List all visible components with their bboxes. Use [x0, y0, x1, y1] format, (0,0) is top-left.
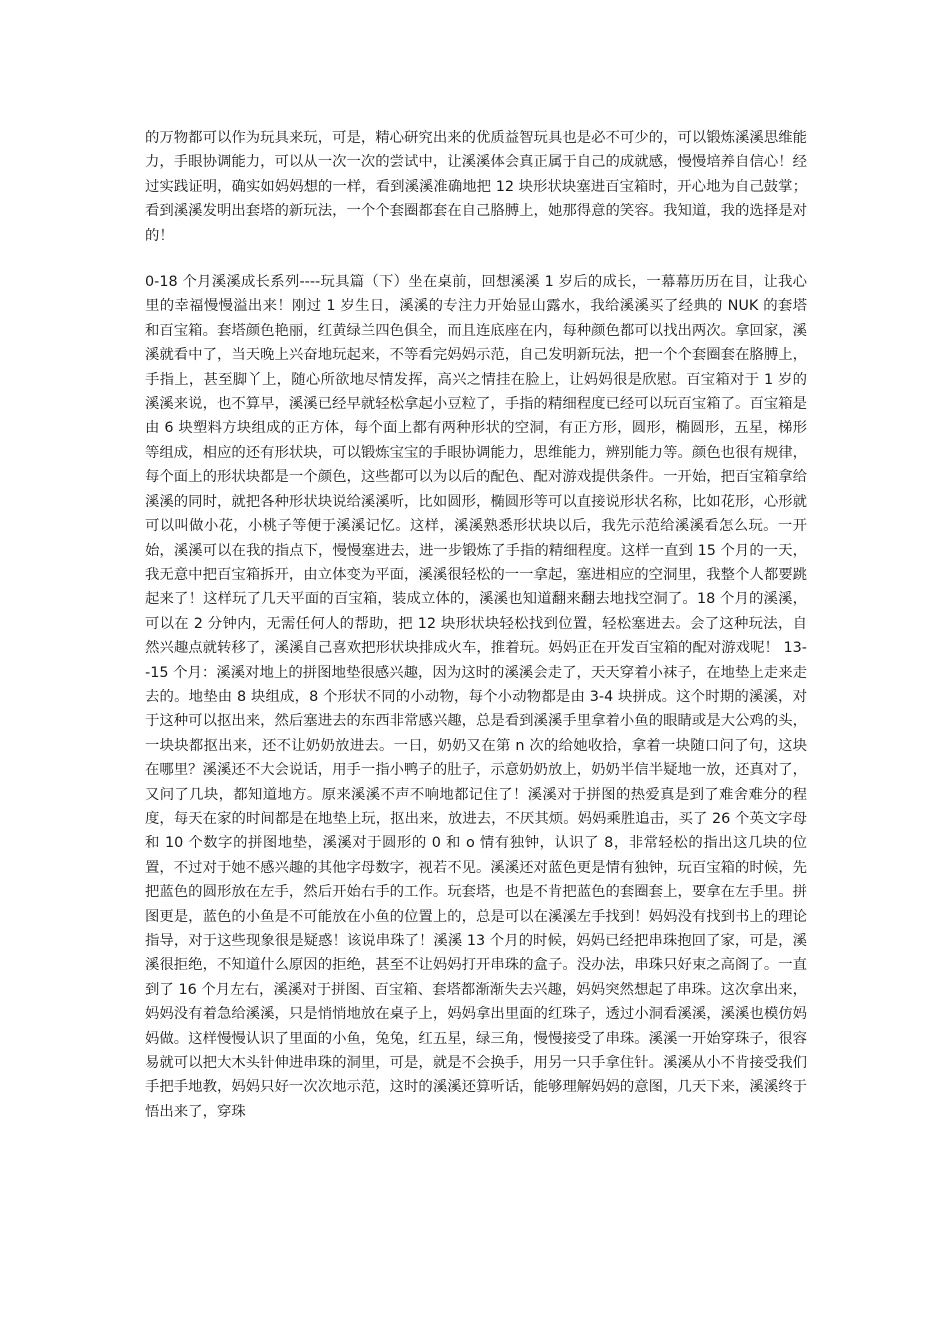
document-page	[145, 126, 807, 1124]
paragraph-1: 的万物都可以作为玩具来玩，可是，精心研究出来的优质益智玩具也是必不可少的，可以锻炼溪溪思维能力，手眼协调能力，可以从一次一次的尝试中，让溪溪体会真正属于自己的成就感，慢慢培养自信心！经过实践证明，确实如妈妈想的一样，看到溪溪准确地把 12 块形状块塞进百宝箱时，开心地为自己鼓掌；看到溪溪发明出套塔的新玩法，一个个套圈都套在自己胳膊上，她那得意的笑容。我知道，我的选择是对的！	[145, 130, 807, 244]
paragraph-2: 0-18 个月溪溪成长系列----玩具篇（下）坐在桌前，回想溪溪 1 岁后的成长，一幕幕历历在目，让我心里的幸福慢慢溢出来！刚过 1 岁生日，溪溪的专注力开始显山露水，我给溪溪买了经典的 NUK 的套塔和百宝箱。套塔颜色艳丽，红黄绿兰四色俱全，而且连底座在内，每种颜色都可以找出两次。拿回家，溪溪就看中了，当天晚上兴奋地玩起来，不等看完妈妈示范，自己发明新玩法，把一个个套圈套在胳膊上，手指上，甚至脚丫上，随心所欲地尽情发挥，高兴之情挂在脸上，让妈妈很是欣慰。百宝箱对于 1 岁的溪溪来说，也不算早，溪溪已经早就轻松拿起小豆粒了，手指的精细程度已经可以玩百宝箱了。百宝箱是由 6 块塑料方块组成的正方体，每个面上都有两种形状的空洞，有正方形，圆形，椭圆形，五星，梯形等组成，相应的还有形状块，可以锻炼宝宝的手眼协调能力，思维能力，辨别能力等。颜色也很有规律，每个面上的形状块都是一个颜色，这些都可以为以后的配色、配对游戏提供条件。一开始，把百宝箱拿给溪溪的同时，就把各种形状块说给溪溪听，比如圆形，椭圆形等可以直接说形状名称，比如花形，心形就可以叫做小花，小桃子等便于溪溪记忆。这样，溪溪熟悉形状块以后，我先示范给溪溪看怎么玩。一开始，溪溪可以在我的指点下，慢慢塞进去，进一步锻炼了手指的精细程度。这样一直到 15 个月的一天，我无意中把百宝箱拆开，由立体变为平面，溪溪很轻松的一一拿起，塞进相应的空洞里，我整个人都要跳起来了！这样玩了几天平面的百宝箱，装成立体的，溪溪也知道翻来翻去地找空洞了。18 个月的溪溪，可以在 2 分钟内，无需任何人的帮助，把 12 块形状块轻松找到位置，轻松塞进去。会了这种玩法，自然兴趣点就转移了，溪溪自己喜欢把形状块排成火车，推着玩。妈妈正在开发百宝箱的配对游戏呢！ 13--15 个月：溪溪对地上的拼图地垫很感兴趣，因为这时的溪溪会走了，天天穿着小袜子，在地垫上走来走去的。地垫由 8 块组成，8 个形状不同的小动物，每个小动物都是由 3-4 块拼成。这个时期的溪溪，对于这种可以抠出来，然后塞进去的东西非常感兴趣，总是看到溪溪手里拿着小鱼的眼睛或是大公鸡的头，一块块都抠出来，还不让奶奶放进去。一日，奶奶又在第 n 次的给她收拾，拿着一块随口问了句，这块在哪里？溪溪还不大会说话，用手一指小鸭子的肚子，示意奶奶放上，奶奶半信半疑地一放，还真对了，又问了几块，都知道地方。原来溪溪不声不响地都记住了！溪溪对于拼图的热爱真是到了难舍难分的程度，每天在家的时间都是在地垫上玩，抠出来，放进去，不厌其烦。妈妈乘胜追击，买了 26 个英文字母和 10 个数字的拼图地垫，溪溪对于圆形的 0 和 o 情有独钟，认识了 8，非常轻松的指出这几块的位置，不过对于她不感兴趣的其他字母数字，视若不见。溪溪还对蓝色更是情有独钟，玩百宝箱的时候，先把蓝色的圆形放在左手，然后开始右手的工作。玩套塔，也是不肯把蓝色的套圈套上，要拿在左手里。拼图更是，蓝色的小鱼是不可能放在小鱼的位置上的，总是可以在溪溪左手找到！妈妈没有找到书上的理论指导，对于这些现象很是疑惑！该说串珠了！溪溪 13 个月的时候，妈妈已经把串珠抱回了家，可是，溪溪很拒绝，不知道什么原因的拒绝，甚至不让妈妈打开串珠的盒子。没办法，串珠只好束之高阁了。一直到了 16 个月左右，溪溪对于拼图、百宝箱、套塔都渐渐失去兴趣，妈妈突然想起了串珠。这次拿出来，妈妈没有着急给溪溪，只是悄悄地放在桌子上，妈妈拿出里面的红珠子，透过小洞看溪溪，溪溪也模仿妈妈做。这样慢慢认识了里面的小鱼，兔兔，红五星，绿三角，慢慢接受了串珠。溪溪一开始穿珠子，很容易就可以把大木头针伸进串珠的洞里，可是，就是不会换手，用另一只手拿住针。溪溪从小不肯接受我们手把手地教，妈妈只好一次次地示范，这时的溪溪还算听话，能够理解妈妈的意图，几天下来，溪溪终于悟出来了，穿珠	[145, 274, 807, 1120]
